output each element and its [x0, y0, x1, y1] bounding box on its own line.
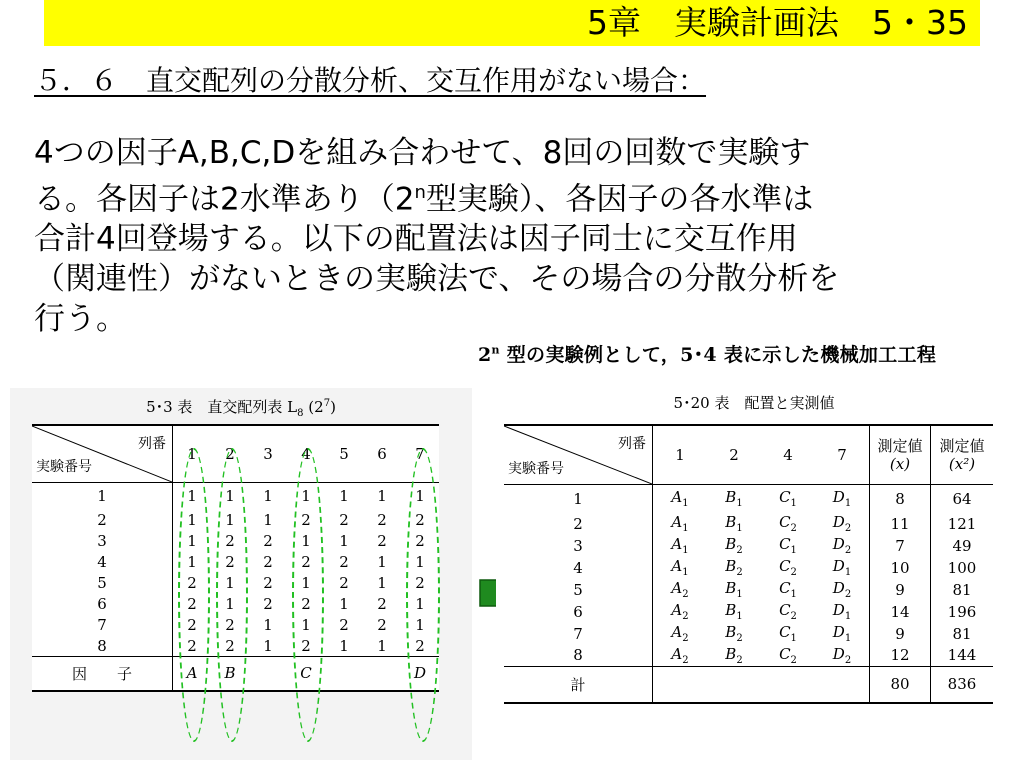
run-number: 6 — [504, 601, 653, 623]
header-bar — [44, 0, 980, 46]
factor-letter: A — [671, 644, 683, 663]
measured-x2: 81 — [952, 624, 972, 643]
left-caption-tail: (2 — [303, 398, 324, 416]
measured-x: 9 — [870, 579, 931, 601]
table-row — [504, 645, 993, 667]
level-cell: 2 — [301, 553, 311, 571]
factor-letter: B — [725, 488, 737, 507]
level-cell: 1 — [187, 553, 197, 571]
factor-letter: C — [779, 513, 791, 531]
right-head-run-number: 実験番号 — [508, 461, 564, 477]
factor-letter: D — [832, 535, 845, 553]
level-cell: 1 — [415, 616, 425, 634]
factor-level-cell — [707, 485, 761, 513]
level-cell: 2 — [225, 616, 235, 634]
factor-level: 1 — [790, 633, 797, 644]
factor-level: 1 — [682, 523, 689, 534]
run-number: 4 — [504, 557, 653, 579]
measured-x2: 196 — [947, 602, 977, 621]
factor-level: 1 — [736, 589, 743, 600]
factor-level-cell — [653, 513, 708, 535]
factor-level-cell — [761, 535, 815, 557]
run-number: 1 — [504, 485, 653, 513]
left-head-run-number: 実験番号 — [36, 459, 92, 475]
left-col-header: 2 — [225, 445, 235, 463]
factor-level: 1 — [682, 545, 689, 556]
factor-level: 2 — [844, 545, 852, 556]
left-caption-sup: 7 — [323, 398, 331, 409]
measured-x-unit: (x) — [889, 455, 911, 473]
table-row — [504, 513, 993, 535]
factor-level: 2 — [790, 567, 797, 578]
factor-letter: A — [671, 557, 683, 575]
factor-level: 2 — [682, 611, 689, 622]
factor-level-cell — [815, 601, 870, 623]
factor-label: 因 子 — [32, 657, 173, 691]
level-cell: 1 — [263, 616, 273, 634]
table-row — [504, 557, 993, 579]
factor-letter: A — [671, 579, 683, 597]
level-cell: 2 — [263, 532, 273, 550]
factor-letter: B — [725, 623, 737, 641]
factor-letter: A — [671, 488, 683, 507]
factor-level-cell — [653, 485, 708, 513]
left-col-header: 7 — [415, 445, 425, 463]
body-paragraph — [34, 133, 1009, 339]
level-cell: 1 — [377, 636, 387, 655]
run-number: 7 — [504, 623, 653, 645]
factor-level-cell — [653, 645, 708, 667]
factor-level-cell — [815, 513, 870, 535]
level-cell: 1 — [225, 574, 235, 592]
scan-caption — [478, 340, 936, 367]
factor-letter: D — [832, 623, 845, 641]
factor-letter: D — [832, 557, 845, 575]
factor-letter: A — [671, 513, 683, 531]
factor-level-cell — [653, 579, 708, 601]
run-number: 1 — [32, 483, 173, 510]
table-row — [504, 485, 993, 513]
level-cell: 2 — [187, 616, 197, 634]
level-cell: 1 — [339, 595, 349, 613]
level-cell: 1 — [301, 616, 311, 634]
measured-x: 11 — [870, 513, 931, 535]
level-cell: 2 — [225, 553, 235, 571]
factor-letter: C — [779, 557, 791, 575]
level-cell: 1 — [187, 487, 197, 506]
measured-x2-unit: (x²) — [948, 455, 976, 473]
measured-x-title: 測定値 — [877, 437, 923, 455]
level-cell: 1 — [301, 574, 311, 592]
factor-letter: D — [832, 644, 845, 663]
level-cell: 2 — [187, 636, 197, 655]
factor-level-cell — [707, 535, 761, 557]
orthogonal-array-scan — [10, 388, 472, 760]
level-cell: 2 — [415, 636, 425, 655]
factor-level: 2 — [736, 567, 743, 578]
slide-title: 5章 実験計画法 5・35 — [587, 3, 968, 42]
factor-letter: B — [725, 644, 737, 663]
body-line-2b: 型実験）、各因子の各水準は — [425, 181, 814, 218]
left-caption-close: ) — [330, 398, 336, 416]
factor-level: 1 — [844, 611, 852, 622]
level-cell: 2 — [377, 595, 387, 613]
level-cell: 2 — [339, 574, 349, 592]
measured-x2: 144 — [947, 646, 977, 665]
level-cell: 1 — [225, 511, 235, 529]
level-cell: 1 — [339, 636, 349, 655]
factor-level: 1 — [790, 589, 797, 600]
level-cell: 1 — [301, 532, 311, 550]
level-cell: 1 — [339, 487, 349, 506]
measured-x: 14 — [870, 601, 931, 623]
run-number: 6 — [32, 594, 173, 615]
factor-level: 1 — [736, 523, 743, 534]
body-line-3: 合計4回登場する。以下の配置法は因子同士に交互作用 — [34, 221, 798, 258]
run-number: 7 — [32, 615, 173, 636]
factor-level: 1 — [736, 498, 743, 510]
factor-level: 2 — [790, 611, 797, 622]
left-caption-text: 5･3 表 直交配列表 L — [146, 398, 298, 416]
highlight-oval-col-4 — [292, 448, 324, 742]
factor-level: 2 — [844, 589, 852, 600]
factor-cell — [325, 657, 363, 691]
run-number: 4 — [32, 552, 173, 573]
level-cell: 1 — [225, 487, 235, 506]
measured-x2: 64 — [952, 489, 972, 508]
level-cell: 1 — [263, 511, 273, 529]
left-diagonal-header — [32, 425, 173, 483]
table-row — [504, 601, 993, 623]
total-empty — [653, 667, 870, 703]
factor-level-cell — [653, 535, 708, 557]
factor-cell: C — [300, 664, 312, 683]
factor-level-cell — [707, 601, 761, 623]
factor-letter: D — [832, 513, 845, 531]
measured-x2-title: 測定値 — [939, 437, 985, 455]
total-label: 計 — [504, 667, 653, 703]
factor-letter: B — [725, 513, 737, 531]
left-col-header: 4 — [301, 445, 311, 463]
right-diagonal-header — [504, 425, 653, 485]
factor-letter: C — [779, 644, 791, 663]
factor-level-cell — [707, 623, 761, 645]
level-cell: 2 — [415, 532, 425, 550]
level-cell: 1 — [415, 487, 425, 506]
total-x2: 836 — [947, 675, 977, 694]
left-col-header: 5 — [339, 445, 349, 463]
factor-letter: C — [779, 601, 791, 619]
right-col-header: 2 — [729, 446, 739, 464]
factor-level-cell — [815, 535, 870, 557]
run-number: 5 — [504, 579, 653, 601]
factor-letter: B — [725, 557, 737, 575]
left-table-caption — [10, 396, 472, 419]
level-cell: 2 — [415, 511, 425, 529]
level-cell: 1 — [415, 553, 425, 571]
factor-level-cell — [761, 579, 815, 601]
factor-level: 2 — [736, 654, 743, 666]
right-table-caption: 5･20 表 配置と実測値 — [673, 394, 835, 412]
factor-level-cell — [653, 601, 708, 623]
level-cell: 2 — [301, 511, 311, 529]
factor-cell: B — [224, 664, 236, 683]
measured-x2: 81 — [952, 580, 972, 599]
factor-level-cell — [707, 579, 761, 601]
measured-x: 12 — [870, 645, 931, 667]
measured-x: 10 — [870, 557, 931, 579]
level-cell: 1 — [187, 532, 197, 550]
level-cell: 2 — [377, 511, 387, 529]
scan-caption-base: 2 — [478, 344, 492, 366]
level-cell: 1 — [263, 636, 273, 655]
run-number: 8 — [504, 645, 653, 667]
factor-level: 1 — [736, 611, 743, 622]
factor-level: 1 — [790, 545, 797, 556]
factor-level-cell — [761, 485, 815, 513]
factor-level-cell — [761, 557, 815, 579]
factor-letter: A — [671, 601, 683, 619]
level-cell: 2 — [263, 595, 273, 613]
body-line-5: 行う。 — [34, 301, 127, 338]
factor-letter: D — [832, 579, 845, 597]
factor-level-cell — [815, 557, 870, 579]
factor-level: 1 — [844, 498, 852, 510]
left-head-column-number: 列番 — [138, 436, 166, 452]
factor-level: 2 — [790, 654, 797, 666]
level-cell: 2 — [301, 595, 311, 613]
factor-letter: C — [779, 535, 791, 553]
measured-x2: 121 — [947, 514, 977, 533]
body-line-4: （関連性）がないときの実験法で、その場合の分散分析を — [34, 261, 840, 298]
level-cell: 2 — [187, 595, 197, 613]
factor-level: 1 — [682, 567, 689, 578]
level-cell: 2 — [225, 532, 235, 550]
measured-x2: 100 — [947, 558, 977, 577]
measured-x2-header — [931, 425, 994, 485]
left-col-header: 1 — [187, 445, 197, 463]
body-line-1: 4つの因子A,B,C,Dを組み合わせて、8回の回数で実験す — [34, 135, 811, 171]
level-cell: 2 — [339, 616, 349, 634]
left-caption-sub: 8 — [297, 408, 304, 419]
level-cell: 2 — [377, 532, 387, 550]
scan-caption-sup: n — [491, 343, 500, 357]
level-cell: 2 — [263, 574, 273, 592]
measurement-table-scan — [496, 388, 1012, 760]
measurement-table — [504, 424, 993, 704]
right-col-header: 7 — [815, 425, 870, 485]
highlight-oval-col-7 — [406, 448, 440, 742]
level-cell: 2 — [225, 636, 235, 655]
factor-level: 1 — [844, 567, 852, 578]
level-cell: 1 — [377, 487, 387, 506]
run-number: 3 — [32, 531, 173, 552]
level-cell: 1 — [263, 487, 273, 506]
highlight-oval-col-2 — [216, 448, 248, 742]
factor-level: 2 — [682, 633, 689, 644]
body-line-2-sup: n — [414, 182, 426, 203]
factor-level-cell — [761, 601, 815, 623]
level-cell: 1 — [225, 595, 235, 613]
factor-level-cell — [761, 623, 815, 645]
factor-level: 2 — [682, 589, 689, 600]
factor-level-cell — [653, 557, 708, 579]
run-number: 2 — [32, 510, 173, 531]
level-cell: 1 — [339, 532, 349, 550]
factor-cell: D — [413, 664, 427, 683]
factor-level-cell — [815, 485, 870, 513]
level-cell: 2 — [377, 616, 387, 634]
factor-letter: B — [725, 535, 737, 553]
level-cell: 2 — [187, 574, 197, 592]
factor-cell — [363, 657, 401, 691]
table-row — [504, 535, 993, 557]
level-cell: 1 — [187, 511, 197, 529]
right-col-header: 4 — [783, 446, 793, 464]
factor-cell: A — [186, 664, 198, 683]
factor-level-cell — [707, 645, 761, 667]
factor-letter: C — [779, 579, 791, 597]
factor-level-cell — [761, 513, 815, 535]
factor-level-cell — [761, 645, 815, 667]
left-col-header: 6 — [377, 445, 387, 463]
factor-letter: A — [671, 535, 683, 553]
table-row — [504, 579, 993, 601]
factor-level: 2 — [736, 633, 743, 644]
factor-letter: B — [725, 579, 737, 597]
scan-caption-rest: 型の実験例として，5･4 表に示した機械加工工程 — [499, 344, 937, 366]
highlight-oval-col-1 — [178, 448, 210, 742]
table-row — [504, 623, 993, 645]
measured-x-header — [870, 425, 931, 485]
right-col-header: 1 — [675, 446, 685, 464]
measured-x: 7 — [870, 535, 931, 557]
measured-x: 8 — [870, 485, 931, 513]
run-number: 5 — [32, 573, 173, 594]
factor-level-cell — [815, 623, 870, 645]
factor-level: 1 — [682, 498, 689, 510]
left-col-header: 3 — [263, 445, 273, 463]
level-cell: 2 — [415, 574, 425, 592]
factor-level: 2 — [844, 654, 852, 666]
factor-letter: D — [832, 601, 845, 619]
level-cell: 1 — [301, 487, 311, 506]
level-cell: 1 — [377, 553, 387, 571]
factor-cell — [249, 657, 287, 691]
right-table-body — [504, 485, 993, 667]
body-line-2a: る。各因子は2水準あり（2 — [34, 181, 415, 218]
right-head-column-number: 列番 — [618, 436, 646, 452]
factor-level-cell — [815, 645, 870, 667]
measured-x: 9 — [870, 623, 931, 645]
factor-level-cell — [707, 513, 761, 535]
factor-letter: A — [671, 623, 683, 641]
run-number: 2 — [504, 513, 653, 535]
factor-level: 1 — [844, 633, 852, 644]
level-cell: 1 — [377, 574, 387, 592]
total-x: 80 — [870, 667, 931, 703]
factor-letter: D — [832, 488, 845, 507]
level-cell: 1 — [415, 595, 425, 613]
factor-letter: C — [779, 623, 791, 641]
section-subtitle: ５．６ 直交配列の分散分析、交互作用がない場合： — [34, 64, 707, 97]
factor-level: 1 — [790, 498, 797, 510]
measured-x2: 49 — [952, 536, 972, 555]
run-number: 8 — [32, 636, 173, 657]
factor-level-cell — [815, 579, 870, 601]
factor-letter: C — [779, 488, 791, 507]
level-cell: 2 — [339, 553, 349, 571]
factor-letter: B — [725, 601, 737, 619]
run-number: 3 — [504, 535, 653, 557]
factor-level: 2 — [736, 545, 743, 556]
level-cell: 2 — [301, 636, 311, 655]
factor-level: 2 — [790, 523, 797, 534]
factor-level-cell — [653, 623, 708, 645]
factor-level: 2 — [844, 523, 852, 534]
level-cell: 2 — [339, 511, 349, 529]
factor-level: 2 — [682, 654, 689, 666]
factor-level-cell — [707, 557, 761, 579]
level-cell: 2 — [263, 553, 273, 571]
